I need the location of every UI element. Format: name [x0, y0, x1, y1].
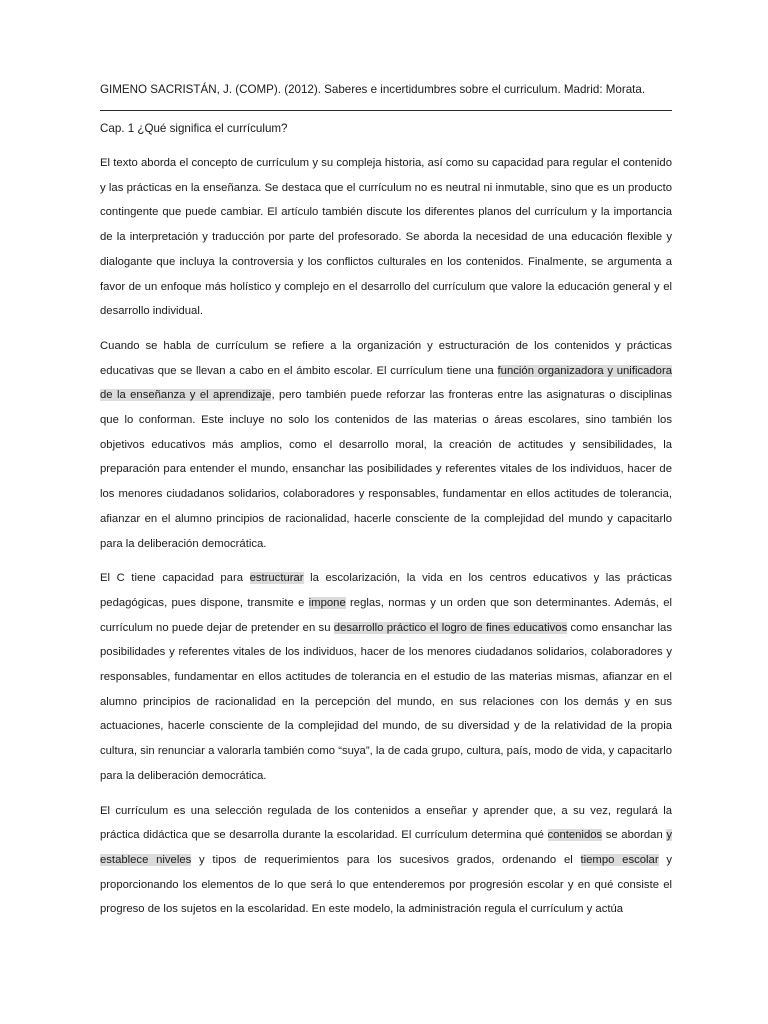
chapter-title: Cap. 1 ¿Qué significa el currículum? — [100, 122, 288, 135]
text-segment: se abordan — [602, 829, 667, 842]
text-segment: la escolarización, la vida en los centros educativos y las prácticas pedagógicas, pues dispone, transmite e — [100, 572, 672, 609]
text-segment: como ensanchar las posibilidades y referentes vitales de los individuos, hacer de los menores ciudadanos solidarios, colaboradores y responsables, fundamentar en ellos actitudes de tolerancia en el estudio de las materias mismas, afianzar en el alumno principios de racionalidad en la percepción del mundo, en sus relaciones con los demás y en sus actuaciones, hacerle consciente de la complejidad del mundo, de su diversidad y de la relatividad de la propia cultura, sin renunciar a valorarla también como “suya”, la de cada grupo, cultura, país, modo de vida, y capacitarlo para la deliberación democrática. — [100, 621, 672, 782]
paragraph — [100, 151, 672, 324]
highlighted-text: impone — [308, 596, 346, 609]
text-segment: y proporcionando los elementos de lo que será lo que entenderemos por progresión escolar y en qué consiste el progreso de los sujetos en la escolaridad. En este modelo, la administración regula el currículum y actúa — [100, 853, 672, 916]
highlighted-text: tiempo escolar — [580, 853, 659, 866]
text-segment: Cuando se habla de currículum se refiere a la organización y estructuración de los contenidos y prácticas educativas que se llevan a cabo en el ámbito escolar. El currículum tiene una — [100, 339, 672, 377]
highlighted-text: estructurar — [249, 572, 304, 585]
highlighted-text: desarrollo práctico el logro de fines educativos — [333, 621, 568, 634]
text-segment: reglas, normas y un orden que son determinantes. Además, el currículum no puede dejar de pretender en su — [100, 596, 672, 634]
text-segment: y tipos de requerimientos para los sucesivos grados, ordenando el — [191, 853, 581, 866]
text-segment: , pero también puede reforzar las fronteras entre las asignaturas o disciplinas que lo conforman. Este incluye no solo los contenidos de las materias o áreas escolares, sino también los objetivos educativos más amplios, como el desarrollo moral, la creación de actitudes y sensibilidades, la preparación para entender el mundo, ensanchar las posibilidades y referentes vitales de los individuos, hacer de los menores ciudadanos solidarios, colaboradores y responsables, fundamentar en ellos actitudes de tolerancia, afianzar en el alumno principios de racionalidad, hacerle consciente de la complejidad del mundo y capacitarlo para la deliberación democrática. — [100, 389, 672, 550]
text-segment: El texto aborda el concepto de currículum y su compleja historia, así como su capacidad para regular el contenido y las prácticas en la enseñanza. Se destaca que el currículum no es neutral ni inmutable, sino que es un producto contingente que puede cambiar. El artículo también discute los diferentes planos del currículum y la importancia de la interpretación y traducción por parte del profesorado. Se aborda la necesidad de una educación flexible y dialogante que incluya la controversia y los conflictos culturales en los contenidos. Finalmente, se argumenta a favor de un enfoque más holístico y complejo en el desarrollo del currículum que valore la educación general y el desarrollo individual. — [100, 157, 672, 318]
document-page — [100, 82, 672, 932]
document-body — [100, 151, 672, 922]
highlighted-text: y establece niveles — [100, 829, 672, 866]
paragraph — [100, 566, 672, 788]
text-segment: El C tiene capacidad para — [100, 572, 250, 585]
highlighted-text: función organizadora y unificadora de la enseñanza y el aprendizaje — [100, 364, 673, 402]
highlighted-text: contenidos — [547, 829, 603, 842]
citation-header: GIMENO SACRISTÁN, J. (COMP). (2012). Saberes e incertidumbres sobre el curriculum. Madrid: Morata. — [100, 82, 672, 111]
paragraph — [100, 799, 672, 923]
paragraph — [100, 334, 672, 556]
text-segment: El currículum es una selección regulada de los contenidos a enseñar y aprender que, a su vez, regulará la práctica didáctica que se desarrolla durante la escolaridad. El currículum determina qué — [100, 804, 672, 842]
